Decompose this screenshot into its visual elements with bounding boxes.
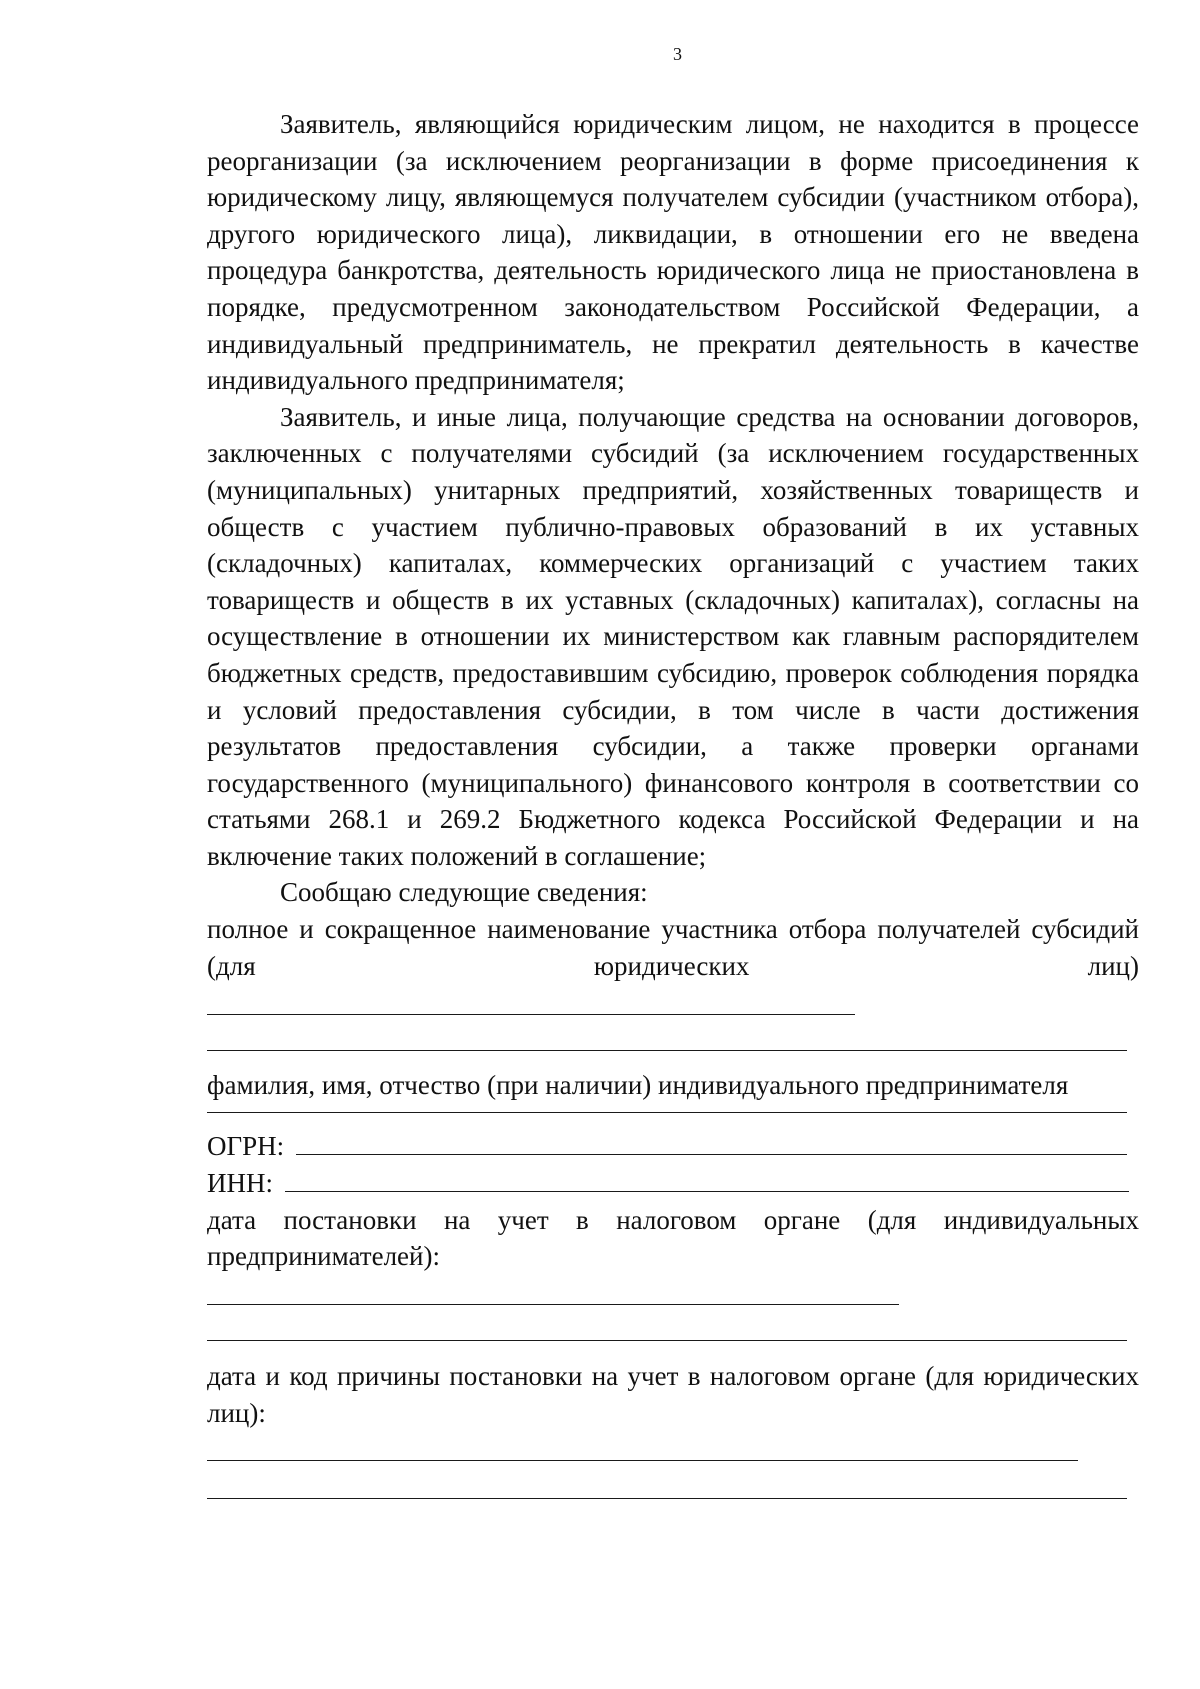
input-line-full-name-1[interactable] xyxy=(207,1014,855,1015)
field-row-full-name-2 xyxy=(207,1021,1139,1058)
paragraph-applicant-status: Заявитель, являющийся юридическим лицом, не находится в процессе реорганизации (за исключением реорганизации в форме присоединения к юридическому лицу, являющемуся получателем субсидии (участником отбора), другого юридического лица), ликвидации, в отношении его не введена процедура банкротства, деятельность юридического лица не приостановлена в порядке, предусмотренном законодательством Российской Федерации, а индивидуальный предприниматель, не прекратил деятельность в качестве индивидуального предпринимателя; xyxy=(207,109,1139,396)
inn-input-line[interactable] xyxy=(285,1167,1129,1192)
field-row-ip-tax-2 xyxy=(207,1312,1139,1349)
input-line-ip-tax-1[interactable] xyxy=(207,1304,899,1305)
ogrn-input-line[interactable] xyxy=(296,1130,1127,1155)
field-row-ip-tax-1 xyxy=(207,1275,1139,1312)
input-line-entrepreneur-name[interactable] xyxy=(207,1112,1127,1113)
page-number: 3 xyxy=(673,44,682,64)
ogrn-label: ОГРН: xyxy=(207,1130,285,1161)
field-row-entrepreneur-name xyxy=(207,1104,1139,1118)
input-line-legal-tax-2[interactable] xyxy=(207,1498,1127,1499)
field-label-full-name: полное и сокращенное наименование участника отбора получателей субсидий (для юридических лиц) xyxy=(207,914,1139,981)
paragraph-info-intro: Сообщаю следующие сведения: xyxy=(280,877,648,908)
inn-label: ИНН: xyxy=(207,1167,273,1198)
field-row-ogrn xyxy=(207,1128,1139,1165)
document-body xyxy=(207,106,1139,1505)
field-row-legal-tax-2 xyxy=(207,1468,1139,1505)
input-line-full-name-2[interactable] xyxy=(207,1050,1127,1051)
input-line-legal-tax-1[interactable] xyxy=(207,1460,1078,1461)
field-label-legal-tax-registration: дата и код причины постановки на учет в налоговом органе (для юридических лиц): xyxy=(207,1361,1139,1428)
field-label-entrepreneur-name: фамилия, имя, отчество (при наличии) индивидуального предпринимателя xyxy=(207,1070,1069,1101)
field-label-ip-tax-registration: дата постановки на учет в налоговом органе (для индивидуальных предпринимателей): xyxy=(207,1204,1139,1272)
field-row-full-name-1 xyxy=(207,984,1139,1021)
field-row-inn xyxy=(207,1165,1139,1202)
paragraph-consent-to-inspections: Заявитель, и иные лица, получающие средства на основании договоров, заключенных с получателями субсидий (за исключением государственных (муниципальных) унитарных предприятий, хозяйственных товариществ и обществ с участием публично-правовых образований в их уставных (складочных) капиталах, коммерческих организаций с участием таких товариществ и обществ в их уставных (складочных) капиталах), согласны на осуществление в отношении их министерством как главным распорядителем бюджетных средств, предоставившим субсидию, проверок соблюдения порядка и условий предоставления субсидии, в том числе в части достижения результатов предоставления субсидии, а также проверки органами государственного (муниципального) финансового контроля в соответствии со статьями 268.1 и 269.2 Бюджетного кодекса Российской Федерации и на включение таких положений в соглашение; xyxy=(207,401,1139,871)
input-line-ip-tax-2[interactable] xyxy=(207,1340,1127,1341)
field-row-legal-tax-1 xyxy=(207,1431,1139,1468)
